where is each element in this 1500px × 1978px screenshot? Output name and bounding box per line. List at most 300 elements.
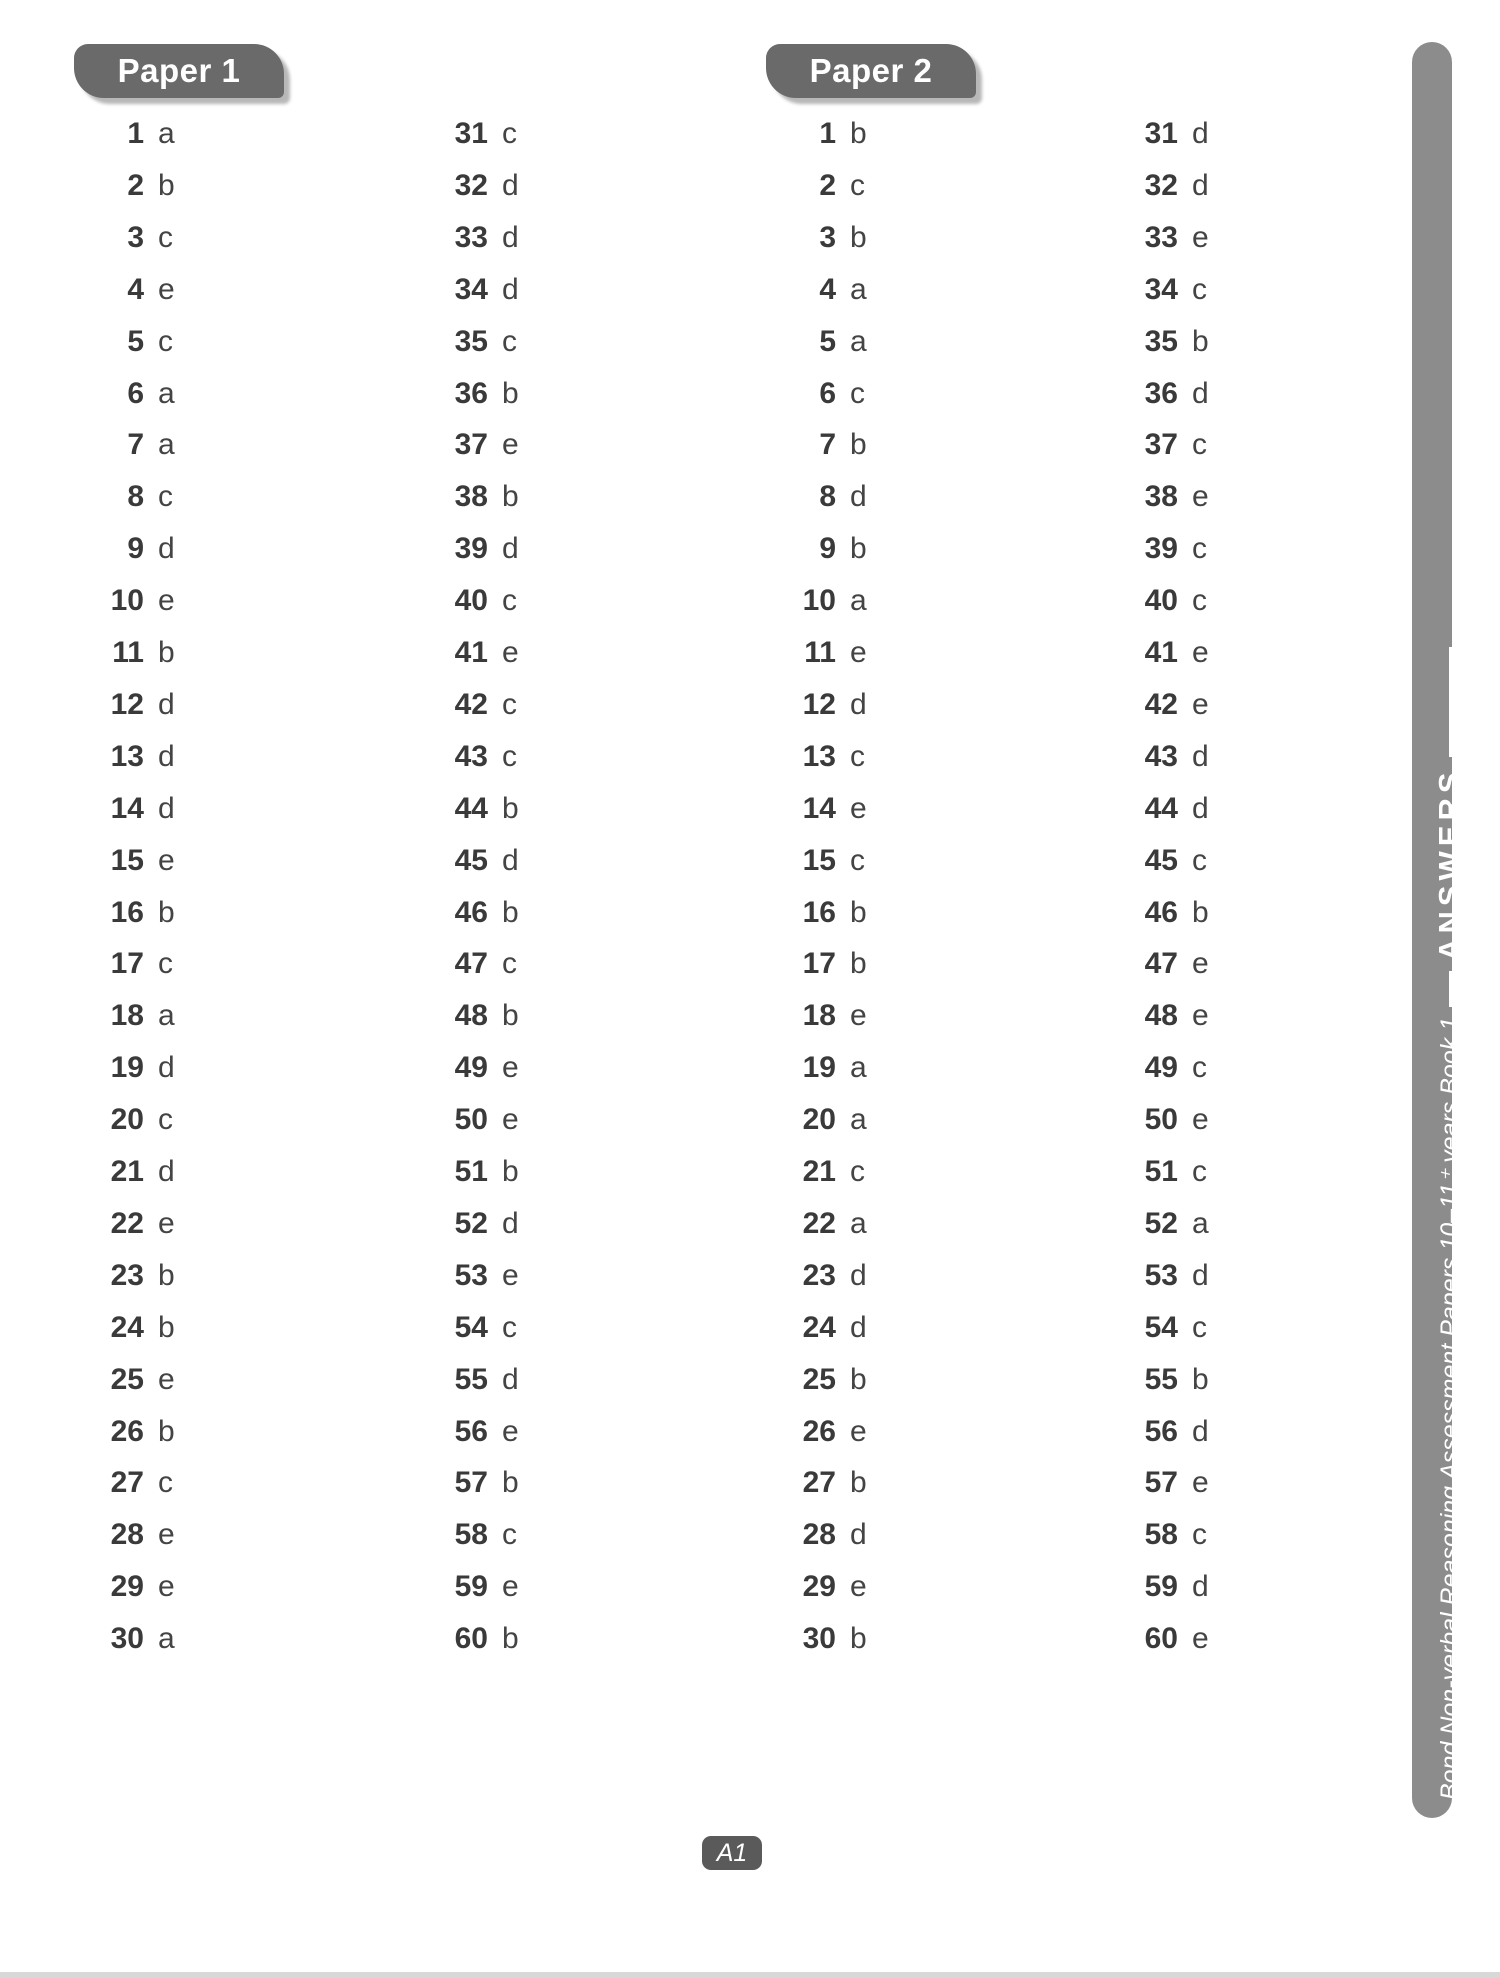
answer-row [86,374,286,414]
answer-row [778,737,978,777]
question-number: 6 [819,376,836,410]
answer-letter: e [1192,480,1209,514]
question-number: 57 [1144,1466,1178,1500]
question-number: 54 [1144,1310,1178,1344]
question-number: 3 [819,220,836,254]
answer-letter: b [158,636,175,669]
answer-letter: e [1192,220,1209,254]
question-number: 18 [110,999,144,1033]
answer-letter: e [158,584,175,618]
answer-row [430,944,630,984]
answer-letter: e [502,1414,519,1448]
answer-row [778,114,978,154]
answer-row [778,322,978,362]
answer-row [86,1619,286,1659]
answer-letter: b [502,791,519,825]
answer-letter: d [158,739,175,773]
answer-letter: a [158,1622,175,1656]
question-number: 43 [1144,739,1178,773]
answer-letter: c [158,480,173,514]
question-number: 1 [819,117,836,150]
answer-row [86,1463,286,1503]
question-number: 29 [110,1570,144,1604]
answer-row [430,1100,630,1140]
answer-row [778,1308,978,1348]
answer-letter: c [158,1466,173,1500]
question-number: 16 [110,895,144,929]
answer-letter: c [158,324,173,358]
answer-row [778,218,978,258]
answer-row [1120,166,1320,206]
answer-letter: a [1192,1206,1209,1240]
answer-row [778,425,978,465]
question-number: 44 [454,791,488,825]
question-number: 28 [802,1518,836,1552]
answer-letter: b [502,1622,519,1656]
page-number-badge: A1 [702,1836,762,1870]
answer-letter: d [850,687,867,721]
answer-row [86,996,286,1036]
question-number: 36 [454,376,488,410]
answer-row [1120,270,1320,310]
page-bottom-edge [0,1972,1500,1978]
answer-letter: b [158,895,175,929]
answer-row [1120,581,1320,621]
answer-row [778,1515,978,1555]
question-number: 34 [1144,272,1178,306]
answer-letter: c [1192,1518,1207,1552]
answer-letter: d [1192,1570,1209,1604]
question-number: 26 [110,1414,144,1448]
answer-row [778,581,978,621]
answer-row [1120,218,1320,258]
question-number: 17 [802,947,836,981]
answer-row [778,1152,978,1192]
answer-row [430,1619,630,1659]
answer-letter: e [158,1570,175,1604]
answer-letter: a [158,376,175,410]
question-number: 49 [454,1051,488,1085]
answer-row [1120,1048,1320,1088]
answer-row [1120,1515,1320,1555]
answer-row [430,1567,630,1607]
answer-letter: e [1192,1622,1209,1656]
question-number: 29 [802,1570,836,1604]
answer-row [430,114,630,154]
answer-letter: d [158,1051,175,1085]
answer-row [1120,114,1320,154]
answer-row [430,996,630,1036]
answer-row [86,1048,286,1088]
answer-letter: b [850,1466,867,1500]
answer-row [430,1152,630,1192]
answer-row [1120,893,1320,933]
question-number: 23 [802,1258,836,1292]
question-number: 8 [127,480,144,514]
question-number: 52 [1144,1206,1178,1240]
question-number: 56 [1144,1414,1178,1448]
answer-letter: d [1192,376,1209,410]
question-number: 9 [819,532,836,566]
answer-row [430,841,630,881]
answer-letter: c [1192,272,1207,306]
answer-letter: a [158,999,175,1033]
question-number: 4 [127,272,144,306]
question-number: 27 [110,1466,144,1500]
answer-letter: c [1192,1310,1207,1344]
question-number: 51 [1144,1155,1178,1188]
answer-row [86,944,286,984]
answers-heading: ANSWERS [1432,767,1467,961]
question-number: 33 [1144,220,1178,254]
question-number: 51 [454,1155,488,1188]
question-number: 17 [110,947,144,981]
answer-row [1120,789,1320,829]
answer-letter: d [158,1155,175,1188]
answer-letter: e [158,843,175,877]
answer-letter: b [850,117,867,150]
answer-letter: e [502,428,519,462]
answer-letter: e [850,999,867,1033]
answer-letter: d [158,532,175,566]
question-number: 5 [819,324,836,358]
answer-letter: e [850,791,867,825]
answer-letter: c [502,687,517,721]
answer-row [430,1515,630,1555]
question-number: 52 [454,1206,488,1240]
answer-row [778,1100,978,1140]
answer-letter: e [1192,1466,1209,1500]
answer-letter: e [158,272,175,306]
answer-letter: a [158,117,175,150]
answer-row [430,322,630,362]
answer-row [430,270,630,310]
answer-row [86,425,286,465]
answer-letter: d [1192,117,1209,150]
answer-letter: e [158,1206,175,1240]
question-number: 60 [454,1622,488,1656]
answer-letter: a [850,324,867,358]
answer-letter: c [502,739,517,773]
answer-letter: c [502,324,517,358]
side-rule-divider [1449,971,1452,1007]
answer-row [778,529,978,569]
answer-letter: e [850,1570,867,1604]
answer-letter: d [1192,1414,1209,1448]
answer-letter: b [502,1155,519,1188]
answer-row [1120,425,1320,465]
answer-letter: a [850,1051,867,1085]
answer-row [86,322,286,362]
answer-letter: e [502,1103,519,1137]
answer-letter: b [502,999,519,1033]
question-number: 21 [110,1155,144,1188]
question-number: 20 [802,1103,836,1137]
answer-letter: b [502,480,519,514]
question-number: 58 [454,1518,488,1552]
question-number: 11 [112,636,144,669]
answer-letter: d [502,272,519,306]
question-number: 31 [1144,117,1178,150]
answer-row [778,633,978,673]
question-number: 7 [819,428,836,462]
question-number: 59 [454,1570,488,1604]
answer-row [1120,996,1320,1036]
answer-letter: c [1192,532,1207,566]
answer-row [1120,1100,1320,1140]
answer-row [86,1308,286,1348]
answer-row [1120,1360,1320,1400]
answer-row [1120,1463,1320,1503]
answer-row [778,1256,978,1296]
answer-letter: b [850,1362,867,1396]
question-number: 2 [819,168,836,202]
question-number: 12 [802,687,836,721]
answer-row [86,529,286,569]
answer-row [1120,1308,1320,1348]
answer-letter: a [850,584,867,618]
answer-row [1120,685,1320,725]
answer-row [86,1567,286,1607]
question-number: 24 [802,1310,836,1344]
answer-letter: c [1192,1051,1207,1085]
answer-row [1120,529,1320,569]
question-number: 35 [1144,324,1178,358]
question-number: 35 [454,324,488,358]
answer-row [778,166,978,206]
answer-letter: b [158,1414,175,1448]
answer-row [778,1567,978,1607]
answer-letter: b [502,1466,519,1500]
side-tab-label [1432,647,1468,1800]
question-number: 39 [1144,532,1178,566]
answer-letter: b [1192,895,1209,929]
question-number: 8 [819,480,836,514]
question-number: 48 [1144,999,1178,1033]
question-number: 33 [454,220,488,254]
question-number: 9 [127,532,144,566]
answer-row [430,529,630,569]
question-number: 15 [802,843,836,877]
answer-row [86,1360,286,1400]
answer-row [1120,737,1320,777]
answer-letter: c [850,376,865,410]
answer-letter: c [850,1155,865,1188]
answer-letter: b [850,1622,867,1656]
answer-letter: b [850,220,867,254]
question-number: 18 [802,999,836,1033]
answer-letter: c [502,117,517,150]
question-number: 41 [454,636,488,669]
answer-letter: d [850,480,867,514]
answer-row [430,1048,630,1088]
question-number: 27 [802,1466,836,1500]
answer-row [86,1152,286,1192]
answer-letter: c [1192,843,1207,877]
answer-letter: a [850,1206,867,1240]
question-number: 57 [454,1466,488,1500]
answer-letter: b [850,428,867,462]
answer-row [86,1100,286,1140]
answer-letter: d [850,1518,867,1552]
answer-letter: c [850,739,865,773]
answer-letter: b [850,947,867,981]
question-number: 31 [454,117,488,150]
answer-letter: c [850,843,865,877]
question-number: 16 [802,895,836,929]
answer-letter: b [158,1258,175,1292]
answer-letter: e [158,1518,175,1552]
answer-row [430,218,630,258]
answer-letter: c [502,1310,517,1344]
answer-row [430,633,630,673]
question-number: 32 [454,168,488,202]
question-number: 53 [454,1258,488,1292]
answer-row [1120,944,1320,984]
answer-letter: d [502,1362,519,1396]
question-number: 14 [110,791,144,825]
question-number: 37 [1144,428,1178,462]
answer-row [430,789,630,829]
answer-row [778,270,978,310]
question-number: 58 [1144,1518,1178,1552]
question-number: 36 [1144,376,1178,410]
answer-row [778,789,978,829]
answer-row [1120,1619,1320,1659]
answer-letter: e [850,1414,867,1448]
question-number: 2 [127,168,144,202]
answer-row [430,477,630,517]
question-number: 1 [127,117,144,150]
answer-row [778,1412,978,1452]
answer-row [86,633,286,673]
question-number: 23 [110,1258,144,1292]
answer-row [1120,322,1320,362]
question-number: 42 [1144,687,1178,721]
answer-letter: c [158,1103,173,1137]
answer-letter: e [1192,1103,1209,1137]
answer-row [86,1515,286,1555]
question-number: 14 [802,791,836,825]
answer-letter: c [850,168,865,202]
question-number: 11 [804,636,836,669]
question-number: 60 [1144,1622,1178,1656]
answer-row [778,1204,978,1244]
answer-row [86,841,286,881]
question-number: 55 [1144,1362,1178,1396]
answer-row [430,1256,630,1296]
question-number: 45 [1144,843,1178,877]
answer-row [86,893,286,933]
answer-letter: d [158,687,175,721]
answer-letter: e [502,636,519,669]
question-number: 20 [110,1103,144,1137]
question-number: 53 [1144,1258,1178,1292]
question-number: 55 [454,1362,488,1396]
answer-letter: d [502,532,519,566]
question-number: 12 [110,687,144,721]
paper-1-title: Paper 1 [74,44,284,98]
question-number: 46 [1144,895,1178,929]
answer-letter: a [850,1103,867,1137]
question-number: 13 [802,739,836,773]
answer-letter: c [158,947,173,981]
question-number: 22 [802,1206,836,1240]
answer-letter: d [502,220,519,254]
question-number: 30 [110,1622,144,1656]
question-number: 25 [110,1362,144,1396]
question-number: 39 [454,532,488,566]
answer-letter: d [850,1310,867,1344]
answer-letter: e [1192,687,1209,721]
question-number: 42 [454,687,488,721]
question-number: 22 [110,1206,144,1240]
answer-letter: c [158,220,173,254]
answer-row [778,944,978,984]
answer-letter: e [850,636,867,669]
question-number: 56 [454,1414,488,1448]
question-number: 30 [802,1622,836,1656]
answer-letter: d [1192,1258,1209,1292]
answer-row [86,270,286,310]
answer-letter: b [850,532,867,566]
answer-row [430,425,630,465]
answer-letter: b [502,895,519,929]
answer-row [86,1204,286,1244]
answer-letter: d [850,1258,867,1292]
question-number: 38 [454,480,488,514]
question-number: 26 [802,1414,836,1448]
question-number: 5 [127,324,144,358]
answer-letter: e [1192,636,1209,669]
question-number: 19 [802,1051,836,1085]
question-number: 49 [1144,1051,1178,1085]
answer-letter: d [502,1206,519,1240]
answer-row [86,685,286,725]
question-number: 10 [110,584,144,618]
answer-row [1120,633,1320,673]
question-number: 10 [802,584,836,618]
question-number: 44 [1144,791,1178,825]
question-number: 34 [454,272,488,306]
answer-letter: c [1192,1155,1207,1188]
answer-row [430,1308,630,1348]
answer-letter: c [502,584,517,618]
answer-row [1120,1152,1320,1192]
answer-row [778,841,978,881]
question-number: 24 [110,1310,144,1344]
answer-letter: c [1192,428,1207,462]
answer-row [86,477,286,517]
answer-row [86,789,286,829]
answer-row [1120,841,1320,881]
answer-letter: b [158,168,175,202]
answer-letter: e [502,1258,519,1292]
question-number: 19 [110,1051,144,1085]
book-title: Bond Non-verbal Reasoning Assessment Papers 10–11⁺ years Book 1 [1436,1016,1464,1800]
question-number: 54 [454,1310,488,1344]
answer-row [430,581,630,621]
answer-row [1120,374,1320,414]
answer-row [778,893,978,933]
answer-row [778,374,978,414]
question-number: 13 [110,739,144,773]
answer-letter: b [158,1310,175,1344]
question-number: 21 [802,1155,836,1188]
answer-letter: c [502,1518,517,1552]
paper-2-title: Paper 2 [766,44,976,98]
question-number: 38 [1144,480,1178,514]
